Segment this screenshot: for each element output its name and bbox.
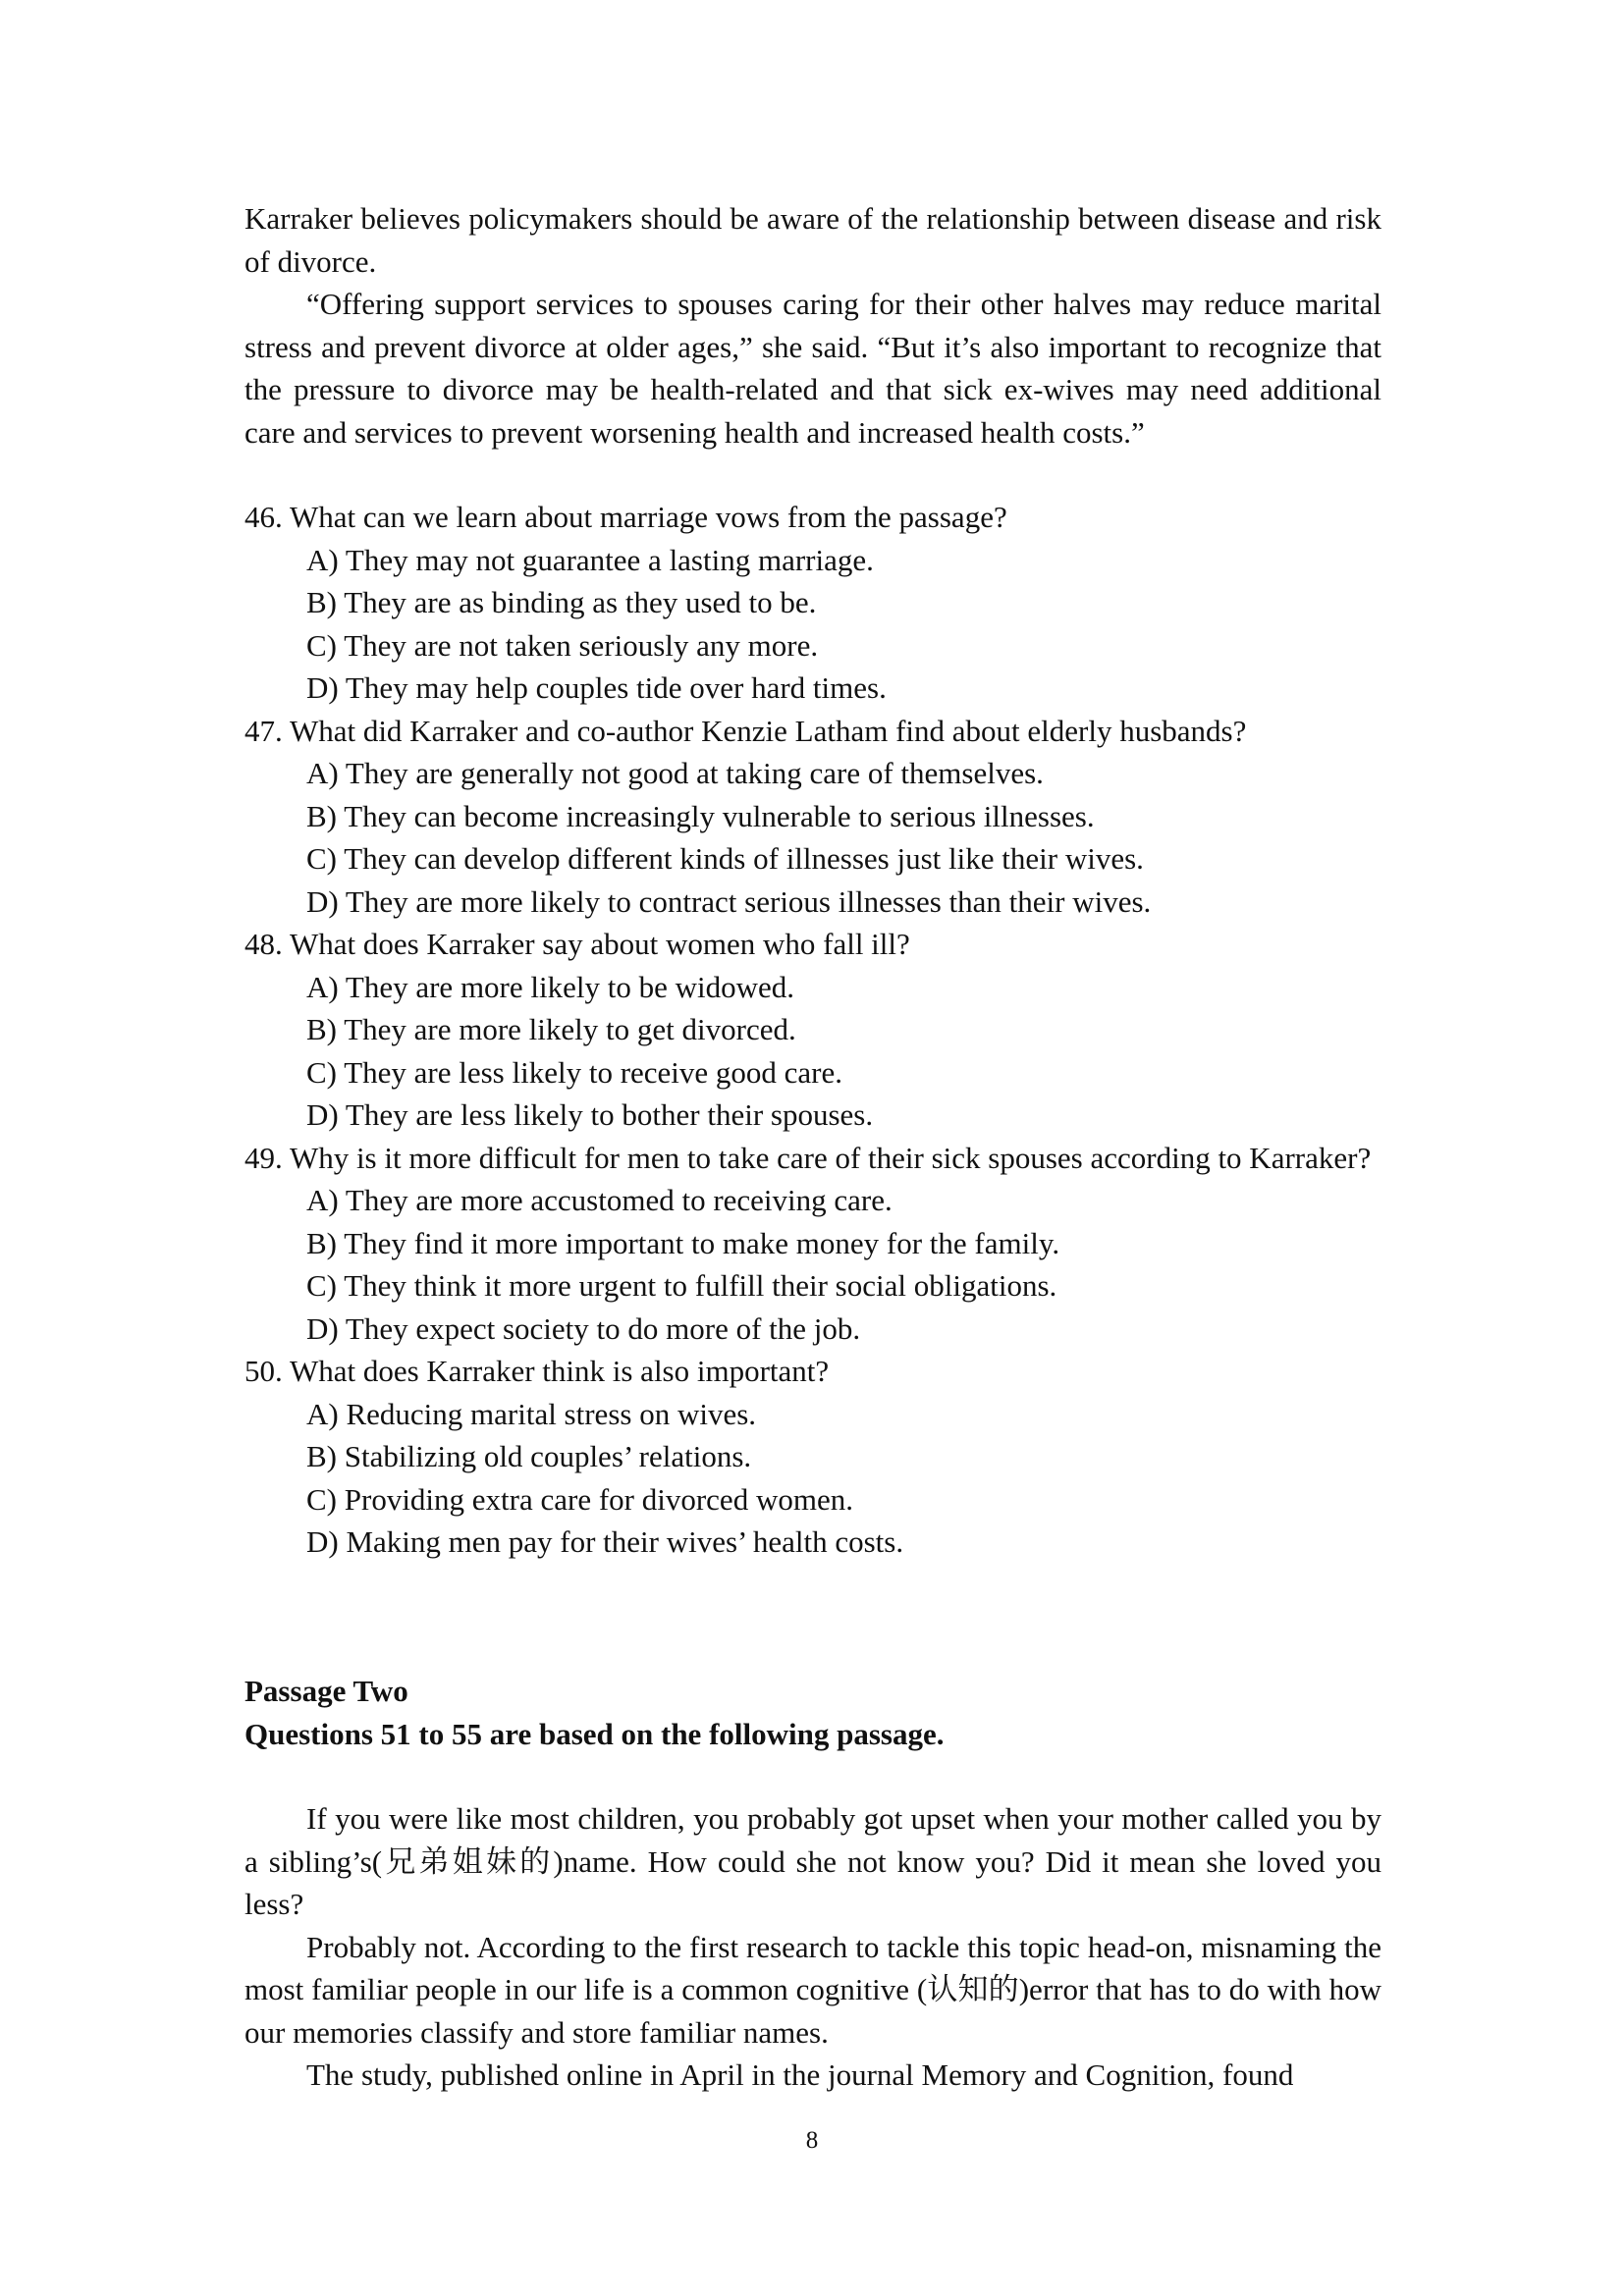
option-c: C) They are not taken seriously any more. [306,627,819,663]
option-a: A) They are more likely to be widowed. [306,969,794,1004]
question-49 [244,1137,1381,1351]
page-number: 8 [805,2127,819,2154]
option-a: A) They are more accustomed to receiving care. [306,1183,893,1217]
question-stem: 47. What did Karraker and co-author Kenzie Latham find about elderly husbands? [244,713,1247,748]
section-heading: Passage Two [244,1674,408,1708]
question-48 [244,923,1381,1137]
option-c: C) They can develop different kinds of illnesses just like their wives. [306,841,1144,876]
paragraph: Karraker believes policymakers should be aware of the relationship between disease and risk of divorce. [244,201,1381,279]
passage-one-ending [244,197,1381,454]
question-46 [244,496,1381,710]
question-50 [244,1350,1381,1564]
question-stem: 48. What does Karraker say about women who fall ill? [244,927,910,961]
option-c: C) They are less likely to receive good care. [306,1054,843,1090]
passage-two-body [244,1797,1381,2097]
section-instruction: Questions 51 to 55 are based on the following passage. [244,1716,945,1751]
option-a: A) Reducing marital stress on wives. [306,1396,757,1431]
option-d: D) Making men pay for their wives’ health costs. [306,1524,904,1559]
question-stem: 46. What can we learn about marriage vows from the passage? [244,500,1007,534]
paragraph: Probably not. According to the first research to tackle this topic head-on, misnaming the most familiar people in our life is a common cognitive (认知的)error that has to do with how our memories classify and store familiar names. [244,1929,1381,2050]
option-c: C) Providing extra care for divorced women. [306,1481,853,1517]
option-list [244,1179,1381,1350]
option-list [244,752,1381,923]
option-a: A) They may not guarantee a lasting marriage. [306,542,874,577]
paragraph: The study, published online in April in the journal Memory and Cognition, found [306,2057,1294,2092]
paragraph: If you were like most children, you probably got upset when your mother called you by a sibling’s(兄弟姐妹的)name. How could she not know you? Did it mean she loved you less? [244,1801,1381,1921]
option-list [244,966,1381,1137]
question-list [244,496,1381,1564]
option-b: B) They find it more important to make money for the family. [306,1225,1060,1260]
question-47 [244,710,1381,924]
option-b: B) Stabilizing old couples’ relations. [306,1439,752,1473]
paragraph: “Offering support services to spouses caring for their other halves may reduce marital stress and prevent divorce at older ages,” she said. “But it’s also important to recognize that the pressure to divorce may be health-related and that sick ex-wives may need additional care and services to prevent worsening health and increased health costs.” [244,287,1381,450]
option-b: B) They can become increasingly vulnerable to serious illnesses. [306,798,1095,833]
option-list [244,539,1381,710]
option-d: D) They expect society to do more of the job. [306,1310,861,1346]
option-d: D) They may help couples tide over hard times. [306,670,887,705]
passage-two-header [244,1670,1381,1755]
option-d: D) They are more likely to contract serious illnesses than their wives. [306,883,1152,919]
option-c: C) They think it more urgent to fulfill their social obligations. [306,1268,1057,1303]
option-d: D) They are less likely to bother their spouses. [306,1097,874,1132]
option-b: B) They are more likely to get divorced. [306,1012,796,1046]
option-b: B) They are as binding as they used to be. [306,585,817,619]
option-list [244,1393,1381,1564]
question-stem: 49. Why is it more difficult for men to take care of their sick spouses according to Karraker? [244,1140,1372,1175]
question-stem: 50. What does Karraker think is also important? [244,1354,830,1388]
option-a: A) They are generally not good at taking care of themselves. [306,756,1044,790]
